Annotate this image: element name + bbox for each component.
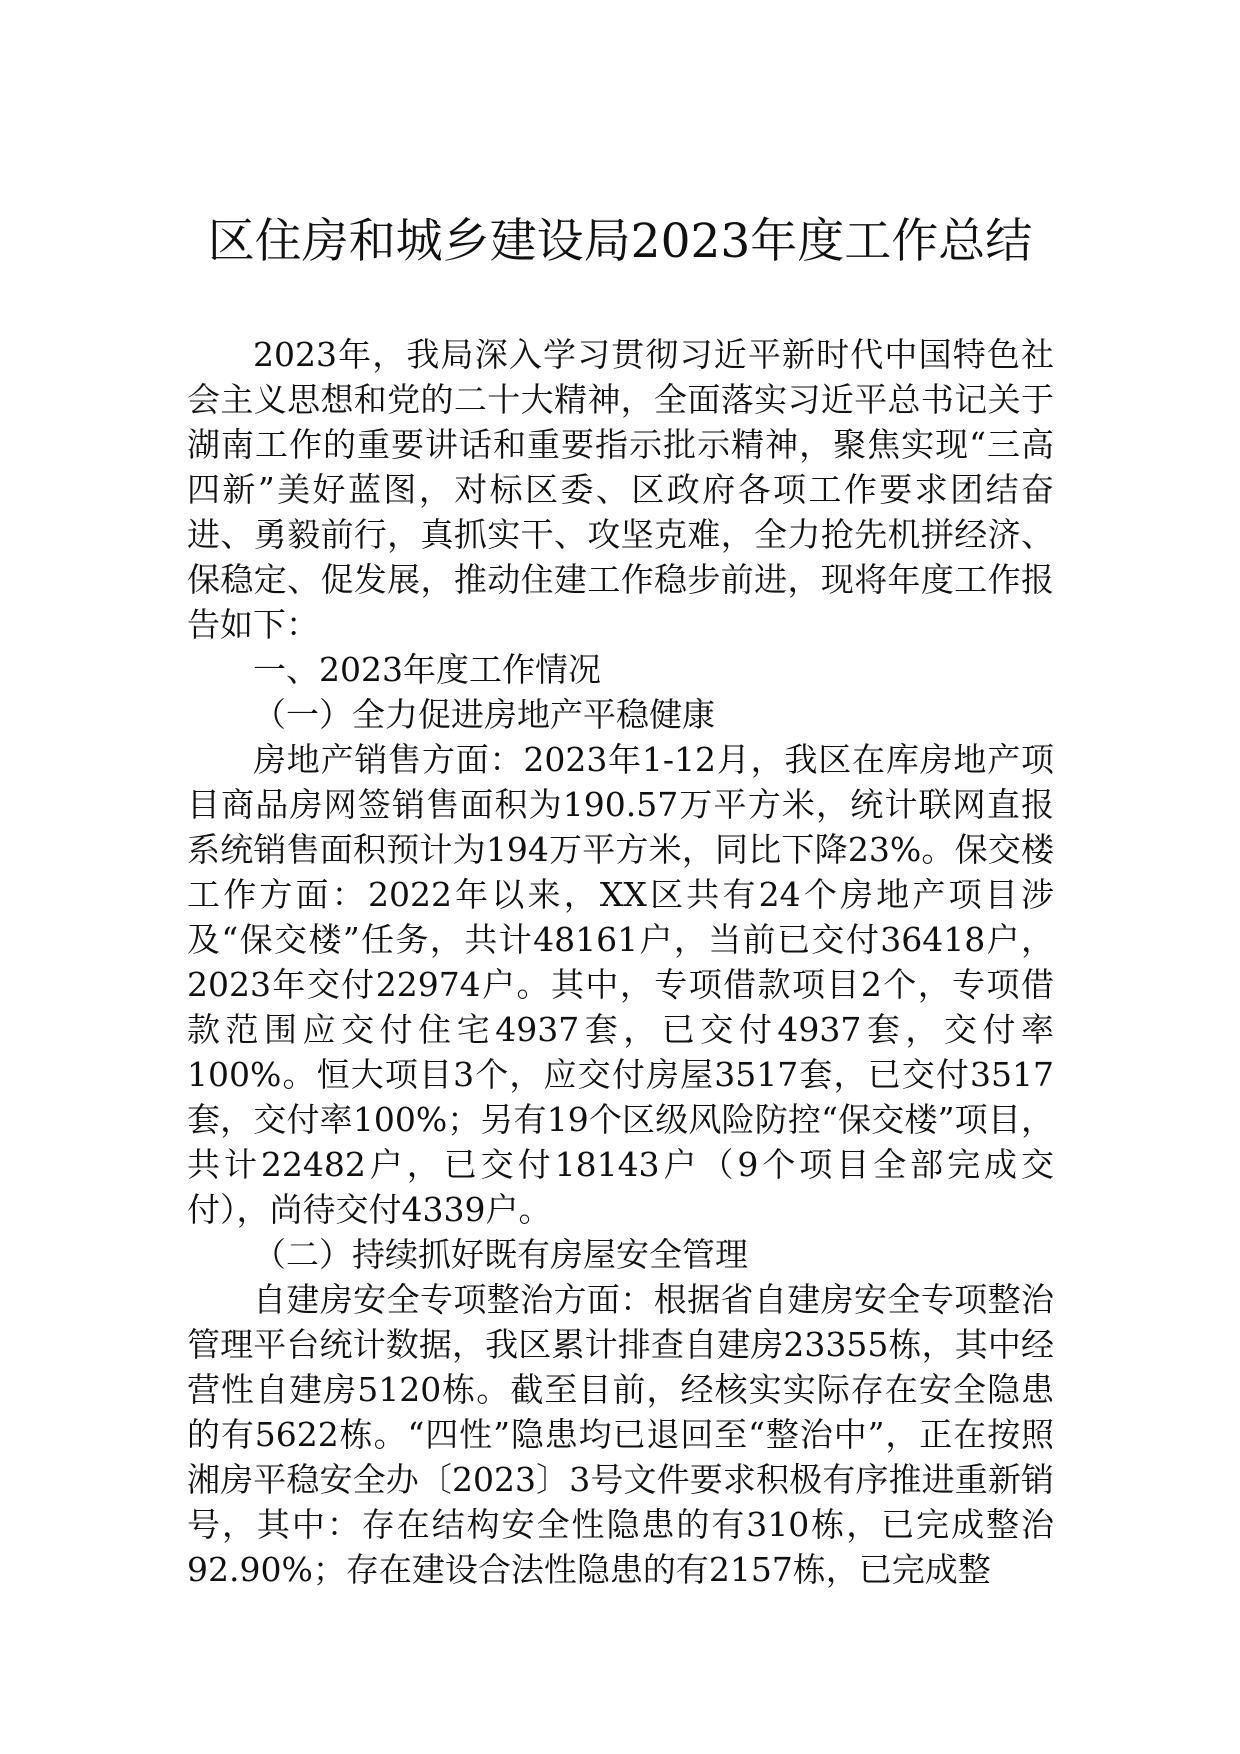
document-body bbox=[187, 332, 1054, 1592]
document-title: 区住房和城乡建设局2023年度工作总结 bbox=[207, 214, 1033, 269]
real-estate-paragraph: 房地产销售方面：2023年1-12月，我区在库房地产项目商品房网签销售面积为190.57万平方米，统计联网直报系统销售面积预计为194万平方米，同比下降23%。保交楼工作方面：2022年以来，XX区共有24个房地产项目涉及“保交楼”任务，共计48161户，当前已交付36418户，2023年交付22974户。其中，专项借款项目2个，专项借款范围应交付住宅4937套，已交付4937套，交付率100%。恒大项目3个，应交付房屋3517套，已交付3517套，交付率100%；另有19个区级风险防控“保交楼”项目，共计22482户，已交付18143户（9个项目全部完成交付），尚待交付4339户。 bbox=[187, 740, 1054, 1229]
section-heading-1: 一、2023年度工作情况 bbox=[253, 650, 601, 689]
intro-paragraph: 2023年，我局深入学习贯彻习近平新时代中国特色社会主义思想和党的二十大精神，全面落实习近平总书记关于湖南工作的重要讲话和重要指示批示精神，聚焦实现“三高四新”美好蓝图，对标区委、区政府各项工作要求团结奋进、勇毅前行，真抓实干、攻坚克难，全力抢先机拼经济、保稳定、促发展，推动住建工作稳步前进，现将年度工作报告如下： bbox=[187, 335, 1054, 644]
subsection-heading-1: （一）全力促进房地产平稳健康 bbox=[253, 695, 715, 734]
housing-safety-paragraph: 自建房安全专项整治方面：根据省自建房安全专项整治管理平台统计数据，我区累计排查自建房23355栋，其中经营性自建房5120栋。截至目前，经核实实际存在安全隐患的有5622栋。“四性”隐患均已退回至“整治中”，正在按照湘房平稳安全办〔2023〕3号文件要求积极有序推进重新销号，其中：存在结构安全性隐患的有310栋，已完成整治92.90%；存在建设合法性隐患的有2157栋，已完成整 bbox=[187, 1280, 1054, 1589]
subsection-heading-2: （二）持续抓好既有房屋安全管理 bbox=[253, 1235, 748, 1274]
